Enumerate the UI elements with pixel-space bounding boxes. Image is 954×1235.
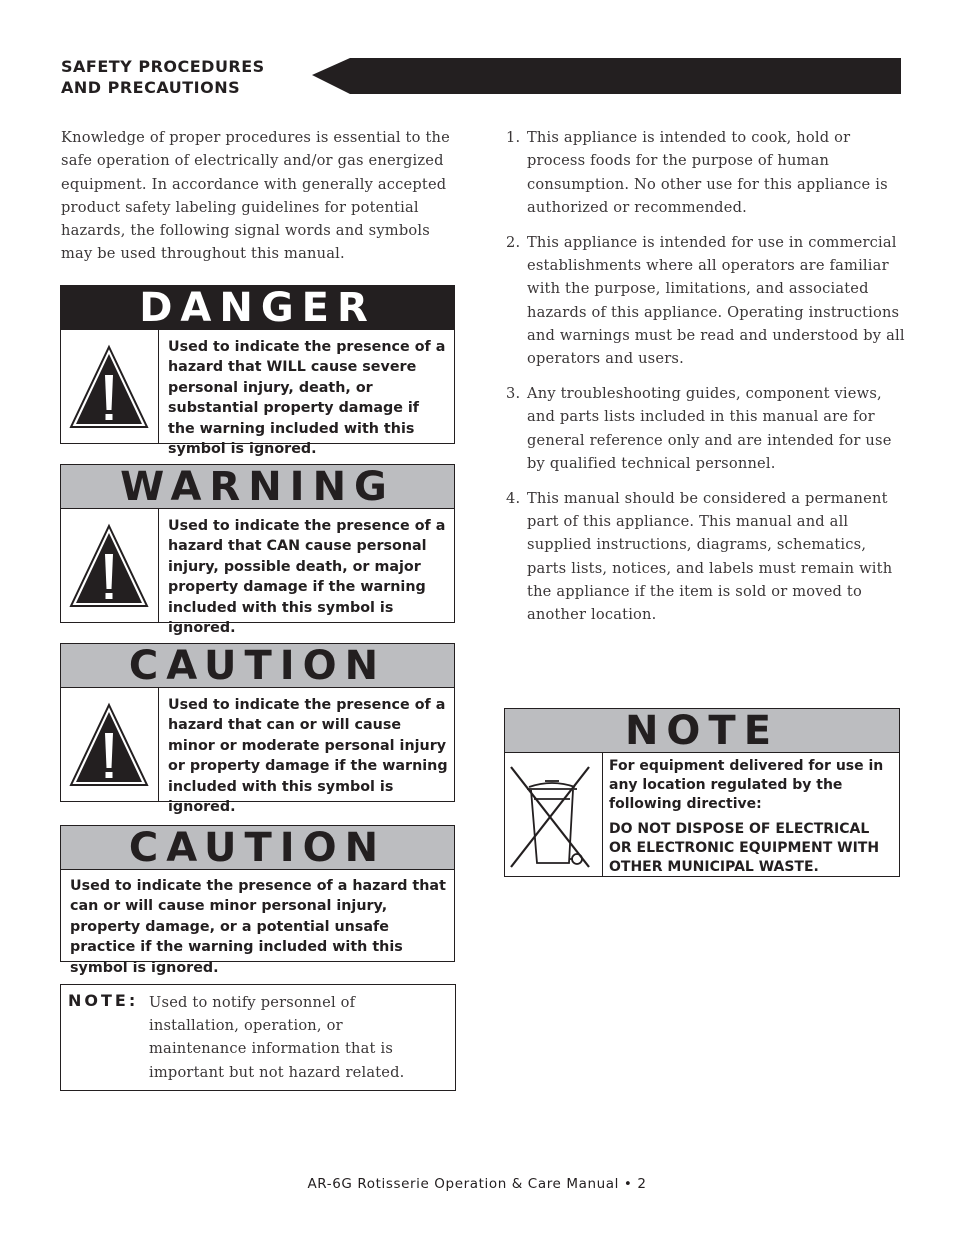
caution-box-with-symbol bbox=[60, 643, 455, 816]
danger-box bbox=[60, 285, 455, 458]
note-box-small bbox=[60, 984, 456, 1091]
note-description: Used to notify personnel of installation, operation, or maintenance information that is important but not hazard related. bbox=[149, 994, 405, 1081]
danger-signal-word: DANGER bbox=[61, 286, 454, 330]
list-item: 3. Any troubleshooting guides, component views, and parts lists included in this manual are for general reference only and are intended for use by qualified technical personnel. bbox=[506, 384, 892, 472]
caution-box-no-symbol bbox=[60, 825, 455, 976]
note-disposal-warning: DO NOT DISPOSE OF ELECTRICAL OR ELECTRONIC EQUIPMENT WITH OTHER MUNICIPAL WASTE. bbox=[609, 821, 880, 875]
intro-paragraph: Knowledge of proper procedures is essential to the safe operation of electrically and/or gas energized equipment. In accordance with generally accepted product safety labeling guidelines for potential hazards, the following signal words and symbols may be used throughout this manual. bbox=[61, 129, 450, 263]
safety-items-list bbox=[506, 126, 906, 638]
warning-triangle-icon bbox=[68, 523, 150, 609]
warning-box bbox=[60, 464, 455, 637]
page-footer: AR-6G Rotisserie Operation & Care Manual • 2 bbox=[307, 1176, 647, 1192]
note-signal-word: NOTE bbox=[505, 709, 899, 753]
warning-triangle-icon bbox=[68, 702, 150, 788]
danger-description: Used to indicate the presence of a hazard that WILL cause severe personal injury, death, or substantial property damage if the warning included with this symbol is ignored. bbox=[168, 339, 446, 458]
caution-description: Used to indicate the presence of a hazard that can or will cause minor personal injury, property damage, or a potential unsafe practice if the warning included with this symbol is ignored. bbox=[70, 878, 446, 976]
warning-description: Used to indicate the presence of a hazard that CAN cause personal injury, possible death, or major property damage if the warning included with this symbol is ignored. bbox=[168, 518, 446, 637]
list-item: 2. This appliance is intended for use in commercial establishments where all operators are familiar with the purpose, limitations, and associated hazards of this appliance. Operating instructions and warnings must be read and understood by all operators and users. bbox=[506, 233, 905, 368]
section-title-line1: SAFETY PROCEDURES bbox=[61, 57, 265, 76]
caution-description: Used to indicate the presence of a hazard that can or will cause minor or moderate personal injury or property damage if the warning included with this symbol is ignored. bbox=[168, 697, 448, 816]
list-item: 4. This manual should be considered a permanent part of this appliance. This manual and all supplied instructions, diagrams, schematics, parts lists, notices, and labels must remain with the appliance if the item is sold or moved to another location. bbox=[506, 489, 893, 624]
note-directive-text: For equipment delivered for use in any location regulated by the following directive: bbox=[609, 758, 884, 812]
section-title bbox=[61, 56, 311, 98]
list-item: 1. This appliance is intended to cook, hold or process foods for the purpose of human consumption. No other use for this appliance is authorized or recommended. bbox=[506, 129, 888, 216]
note-label: NOTE: bbox=[68, 991, 139, 1010]
header-bar bbox=[312, 58, 901, 94]
caution-signal-word: CAUTION bbox=[61, 826, 454, 870]
warning-triangle-icon bbox=[68, 344, 150, 430]
crossed-out-wheelie-bin-icon bbox=[507, 759, 597, 871]
note-box-weee bbox=[504, 708, 900, 877]
section-title-line2: AND PRECAUTIONS bbox=[61, 78, 241, 97]
warning-signal-word: WARNING bbox=[61, 465, 454, 509]
caution-signal-word: CAUTION bbox=[61, 644, 454, 688]
